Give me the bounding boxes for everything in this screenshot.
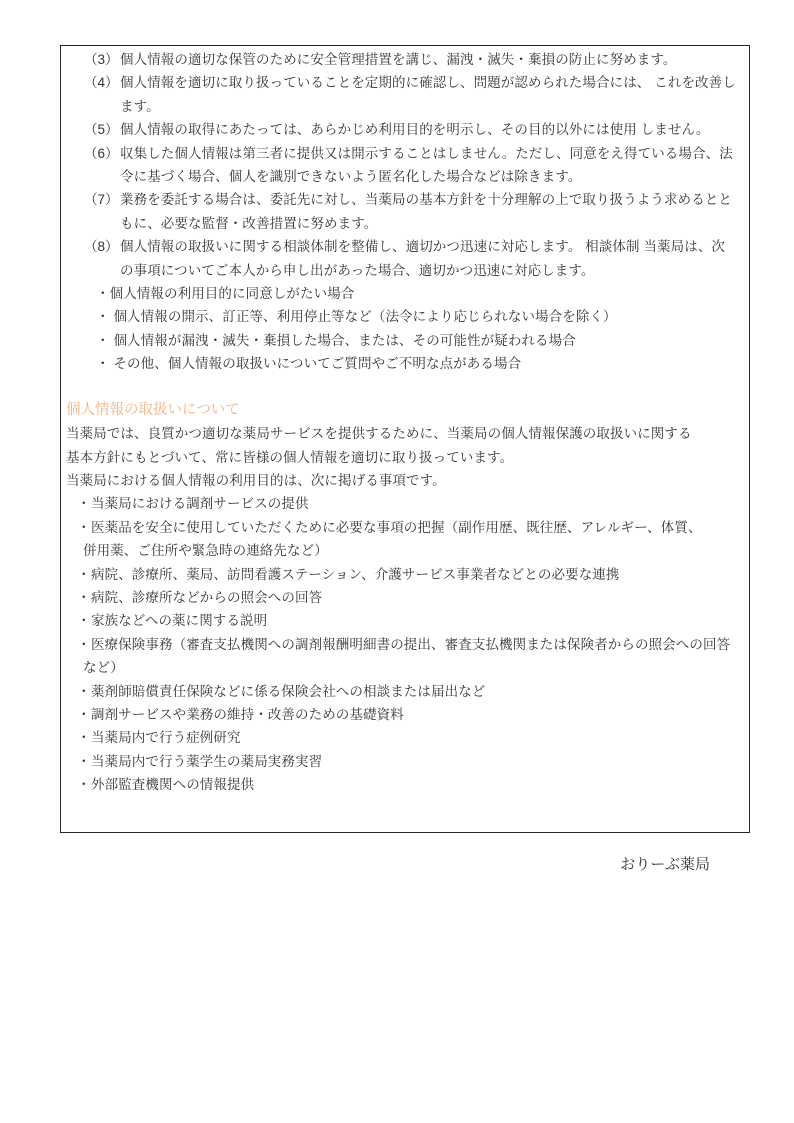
numbered-item-7	[66, 188, 745, 235]
item-text: 個人情報の取扱いに関する相談体制を整備し、適切かつ迅速に対応します。 相談体制 当薬局は、次 の事項についてご本人から申し出があった場合、適切かつ迅速に対応します。	[120, 239, 726, 278]
item-number: （4）	[84, 75, 119, 91]
usage-bullet-item	[66, 586, 745, 609]
item-text: 業務を委託する場合は、委託先に対し、当薬局の基本方針を十分理解の上で取り扱うよう求めるとと もに、必要な監督・改善措置に努めます。	[120, 192, 732, 231]
item-text: 収集した個人情報は第三者に提供又は開示することはしません。ただし、同意をえ得ている場合、法 令に基づく場合、個人を識別できないよう匿名化した場合などは除きます。	[120, 145, 733, 184]
bullet-text: 外部監査機関への情報提供	[91, 777, 255, 793]
bullet-marker: ・	[77, 519, 91, 535]
usage-bullet-item	[66, 726, 745, 749]
item-text: 個人情報の適切な保管のために安全管理措置を講じ、漏洩・滅失・棄損の防止に努めます。	[120, 52, 677, 67]
policy-content-box	[60, 45, 750, 833]
usage-bullet-item	[66, 516, 745, 563]
usage-bullet-item	[66, 680, 745, 703]
section-heading: 個人情報の取扱いについて	[66, 401, 240, 418]
bullet-marker: ・	[77, 683, 91, 699]
usage-bullet-item	[66, 750, 745, 773]
bullet-text: 医療保険事務（審査支払機関への調剤報酬明細書の提出、審査支払機関または保険者からの照会への回答 など）	[83, 636, 731, 676]
bullet-text: 当薬局内で行う薬学生の薬局実務実習	[91, 753, 323, 769]
bullet-marker: ・	[77, 613, 91, 629]
numbered-item-5	[66, 118, 745, 141]
numbered-item-6	[66, 142, 745, 189]
bullet-text: 家族などへの薬に関する説明	[91, 613, 268, 629]
bullet-text: 調剤サービスや業務の維持・改善のための基礎資料	[91, 707, 404, 723]
intro-line: 当薬局における個人情報の利用目的は、次に掲げる事項です。	[66, 473, 446, 489]
consultation-sub-bullet: ・個人情報の利用目的に同意しがたい場合	[96, 285, 355, 301]
usage-bullet-item	[66, 492, 745, 515]
bullet-text: 病院、診療所などからの照会への回答	[91, 590, 323, 606]
consultation-sub-bullet: ・ 個人情報の開示、訂正等、利用停止等など（法令により応じられない場合を除く）	[96, 309, 617, 325]
bullet-marker: ・	[77, 730, 91, 746]
usage-bullet-item	[66, 633, 745, 680]
bullet-text: 当薬局における調剤サービスの提供	[91, 496, 309, 512]
numbered-item-8	[66, 235, 745, 282]
item-number: （3）	[84, 52, 119, 67]
bullet-text: 病院、診療所、薬局、訪問看護ステーション、介護サービス事業者などとの必要な連携	[91, 566, 620, 582]
item-number: （7）	[84, 192, 119, 208]
bullet-marker: ・	[77, 566, 91, 582]
usage-bullet-item	[66, 773, 745, 796]
bullet-marker: ・	[77, 777, 91, 793]
bullet-marker: ・	[77, 753, 91, 769]
intro-line: 当薬局では、良質かつ適切な薬局サービスを提供するために、当薬局の個人情報保護の取扱いに関する	[66, 426, 692, 442]
bullet-marker: ・	[77, 707, 91, 723]
bullet-text: 薬剤師賠償責任保険などに係る保険会社への相談または届出など	[91, 683, 486, 699]
intro-line: 基本方針にもとづいて、常に皆様の個人情報を適切に取り扱っています。	[66, 449, 514, 465]
numbered-item-3	[66, 48, 745, 71]
pharmacy-name: おりーぶ薬局	[620, 856, 710, 873]
bullet-marker: ・	[77, 636, 91, 652]
consultation-sub-bullet: ・ 個人情報が漏洩・滅失・棄損した場合、または、その可能性が疑われる場合	[96, 332, 576, 348]
consultation-sub-bullet: ・ その他、個人情報の取扱いについてご質問やご不明な点がある場合	[96, 356, 522, 372]
item-text: 個人情報の取得にあたっては、あらかじめ利用目的を明示し、その目的以外には使用 しません。	[120, 122, 710, 138]
bullet-marker: ・	[77, 590, 91, 606]
bullet-text: 当薬局内で行う症例研究	[91, 730, 241, 746]
usage-bullet-item	[66, 609, 745, 632]
item-text: 個人情報を適切に取り扱っていることを定期的に確認し、問題が認められた場合には、 これを改善し ます。	[120, 75, 736, 114]
item-number: （8）	[84, 239, 119, 255]
item-number: （5）	[84, 122, 119, 138]
usage-bullet-item	[66, 703, 745, 726]
bullet-marker: ・	[77, 496, 91, 512]
bullet-text: 医薬品を安全に使用していただくために必要な事項の把握（副作用歴、既往歴、アレルギー、体質、 併用薬、ご住所や緊急時の連絡先など）	[83, 519, 702, 559]
item-number: （6）	[84, 145, 119, 161]
numbered-item-4	[66, 71, 745, 118]
usage-bullet-item	[66, 563, 745, 586]
